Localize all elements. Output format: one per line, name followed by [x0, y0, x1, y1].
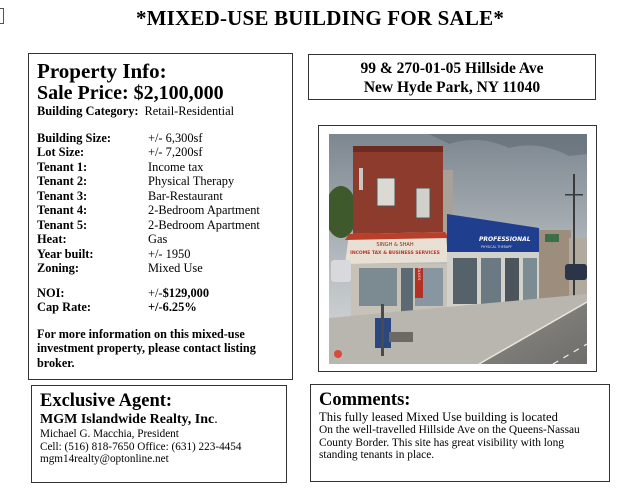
noi-value: +/-$129,000: [148, 285, 210, 300]
property-detail-row: [37, 189, 284, 204]
comments-body: On the well-travelled Hillside Ave on the Queens-Nassau County Border. This site has great visibility with long standing tenants in place.: [319, 424, 580, 461]
comments-line-1: This fully leased Mixed Use building is located: [319, 410, 558, 424]
agent-title: Exclusive Agent:: [40, 391, 173, 411]
address-line-2: New Hyde Park, NY 11040: [363, 79, 541, 96]
property-detail-label: Lot Size:: [37, 145, 85, 159]
address-line-1: 99 & 270-01-05 Hillside Ave: [360, 60, 544, 77]
property-detail-label: Tenant 4:: [37, 203, 88, 217]
building-category-label: Building Category:: [37, 104, 139, 118]
more-info-text: For more information on this mixed-use investment property, please contact listing broker.: [37, 326, 256, 370]
sign-left-line-2: INCOME TAX & BUSINESS SERVICES: [350, 251, 440, 256]
address-box: [308, 54, 596, 100]
property-detail-row: [37, 174, 284, 189]
property-detail-value: 2-Bedroom Apartment: [148, 217, 260, 232]
property-detail-value: Gas: [148, 232, 168, 246]
property-info-box: [28, 53, 293, 380]
comments-box: [310, 384, 610, 482]
noi-label: NOI:: [37, 285, 65, 300]
agent-company: MGM Islandwide Realty, Inc.: [40, 412, 218, 427]
property-detail-value: +/- 1950: [148, 246, 191, 261]
property-detail-label: Building Size:: [37, 130, 112, 145]
property-detail-label: Year built:: [37, 246, 94, 261]
property-detail-row: [37, 261, 284, 276]
property-detail-value: Bar-Restaurant: [148, 188, 223, 203]
property-detail-row: [37, 160, 284, 175]
cap-rate-label: Cap Rate:: [37, 300, 92, 314]
property-details: [37, 131, 284, 276]
property-detail-value: +/- 6,300sf: [148, 130, 203, 145]
cap-rate-row: [37, 300, 284, 315]
sign-right-sub: PHYSICAL THERAPY: [481, 245, 512, 249]
property-detail-label: Tenant 1:: [37, 159, 88, 174]
comments-title: Comments:: [319, 390, 411, 410]
property-detail-row: [37, 145, 284, 160]
property-detail-row: [37, 131, 284, 146]
noi-row: [37, 286, 284, 301]
property-detail-label: Tenant 5:: [37, 217, 88, 232]
cap-rate-value: +/-6.25%: [148, 300, 197, 314]
photo-frame: [318, 125, 597, 372]
taxes-sign: TAXES: [417, 267, 421, 281]
property-detail-row: [37, 247, 284, 262]
property-detail-label: Heat:: [37, 232, 67, 246]
agent-name: Michael G. Macchia, President: [40, 428, 179, 440]
property-detail-value: Physical Therapy: [148, 174, 235, 188]
building-photo: [329, 134, 587, 364]
property-info-title: Property Info:: [37, 59, 167, 83]
agent-email[interactable]: mgm14realty@optonline.net: [40, 453, 169, 465]
property-detail-row: [37, 203, 284, 218]
building-category-row: [37, 104, 284, 119]
building-category-value: Retail-Residential: [144, 104, 235, 118]
property-detail-label: Tenant 3:: [37, 188, 88, 203]
agent-box: [31, 385, 287, 483]
sign-left-line-1: SINGH & SHAH: [376, 242, 414, 248]
page-title: *MIXED-USE BUILDING FOR SALE*: [135, 6, 505, 30]
sale-price: Sale Price: $2,100,000: [37, 82, 224, 104]
property-detail-row: [37, 218, 284, 233]
property-detail-value: 2-Bedroom Apartment: [148, 203, 260, 217]
property-detail-value: Mixed Use: [148, 261, 203, 275]
property-detail-row: [37, 232, 284, 247]
property-detail-label: Zoning:: [37, 261, 80, 275]
property-detail-value: +/- 7,200sf: [148, 145, 203, 159]
agent-phones: Cell: (516) 818-7650 Office: (631) 223-4454: [40, 440, 242, 453]
property-detail-label: Tenant 2:: [37, 174, 88, 188]
sign-right: PROFESSIONAL: [479, 236, 531, 243]
property-detail-value: Income tax: [148, 159, 204, 174]
